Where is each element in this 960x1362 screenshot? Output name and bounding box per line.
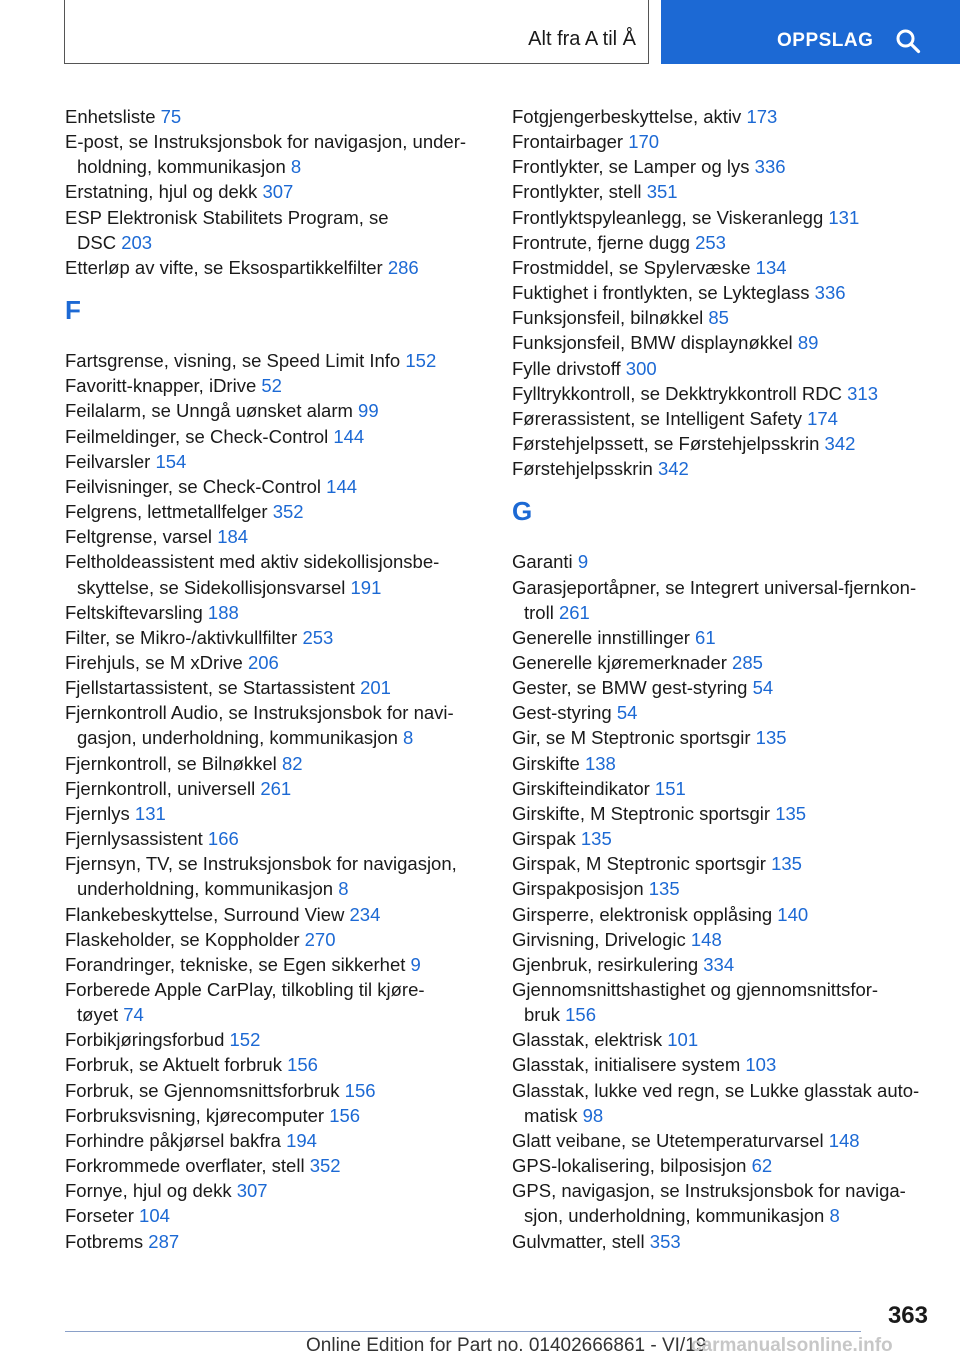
tab-a-to-z[interactable] — [64, 0, 649, 64]
entry-text: Firehjuls, se M xDrive — [65, 651, 243, 673]
entry-text: Forbruk, se Aktuelt forbruk — [65, 1054, 282, 1076]
index-entry — [65, 952, 485, 977]
index-entry — [512, 406, 932, 431]
index-entry — [65, 499, 485, 524]
entry-text: Generelle kjøremerknader — [512, 651, 727, 673]
page-link[interactable]: 352 — [309, 1155, 341, 1177]
entry-text: Fylltrykkontroll, se Dekktrykkontroll RDC — [512, 382, 842, 404]
page-link[interactable]: 336 — [814, 282, 846, 304]
entry-text: Girspak, M Steptronic sportsgir — [512, 853, 766, 875]
index-entry — [512, 305, 932, 330]
footer-divider — [65, 1331, 861, 1332]
entry-text: Gjenbruk, resirkulering — [512, 953, 699, 975]
index-entry — [512, 280, 932, 305]
index-entry — [512, 1128, 932, 1153]
page-link[interactable]: 286 — [387, 256, 419, 278]
index-entry — [512, 952, 932, 977]
index-entry — [65, 801, 485, 826]
page-link[interactable]: 253 — [695, 231, 726, 253]
entry-text: Forberede Apple CarPlay, tilkobling til kjøre- — [65, 979, 425, 1000]
page-link[interactable]: 85 — [708, 307, 729, 329]
entry-text: Erstatning, hjul og dekk — [65, 181, 258, 203]
page-link[interactable]: 61 — [695, 626, 716, 648]
index-entry — [512, 104, 932, 129]
page-link[interactable]: 351 — [646, 181, 678, 203]
entry-text: Forbikjøringsforbud — [65, 1029, 225, 1051]
entry-text: GPS, navigasjon, se Instruksjonsbok for naviga- — [512, 1180, 906, 1202]
page-link[interactable]: 194 — [286, 1129, 317, 1151]
entry-text: Feilmeldinger, se Check-Control — [65, 425, 329, 447]
entry-text: Forandringer, tekniske, se Egen sikkerhet — [65, 953, 406, 975]
entry-text: Fjernkontroll, universell — [65, 777, 256, 799]
entry-text: Feltholdeassistent med aktiv sidekollisjonsbe- — [65, 551, 440, 573]
entry-text: Frontlyktspyleanlegg, se Viskeranlegg — [512, 206, 824, 228]
index-entry — [65, 600, 485, 625]
entry-text: Frontlykter, stell — [512, 181, 642, 203]
entry-text: Feltskiftevarsling — [65, 601, 203, 623]
index-entry — [65, 474, 485, 499]
index-entry — [65, 902, 485, 927]
page-link[interactable]: 287 — [148, 1230, 180, 1252]
entry-text: Gir, se M Steptronic sportsgir — [512, 727, 751, 749]
entry-text: Førstehjelpsskrin — [512, 458, 653, 480]
entry-text: Forseter — [65, 1205, 134, 1227]
entry-text: Gjennomsnittshastighet og gjennomsnittsfor- — [512, 979, 879, 1000]
page-link[interactable]: 152 — [405, 350, 437, 372]
search-tab[interactable] — [661, 0, 960, 64]
page-link[interactable]: 307 — [262, 181, 294, 203]
entry-text: Favoritt-knapper, iDrive — [65, 375, 257, 397]
entry-text-continued: sjon, underholdning, kommunikasjon — [524, 1205, 825, 1227]
entry-text: Feilalarm, se Unngå uønsket alarm — [65, 400, 353, 422]
entry-text: ESP Elektronisk Stabilitets Program, se — [65, 206, 389, 228]
page-link[interactable]: 285 — [732, 651, 763, 673]
entry-text: Girsperre, elektronisk opplåsing — [512, 903, 773, 925]
index-entry — [512, 205, 932, 230]
entry-text: Flankebeskyttelse, Surround View — [65, 903, 345, 925]
page-link[interactable]: 166 — [207, 828, 239, 850]
page-link[interactable]: 148 — [690, 928, 722, 950]
index-entry — [512, 230, 932, 255]
entry-text-continued: underholdning, kommunikasjon — [77, 878, 334, 900]
page-link[interactable]: 342 — [824, 433, 856, 455]
index-entry — [512, 902, 932, 927]
index-entry — [65, 255, 485, 280]
page-link[interactable]: 300 — [625, 357, 657, 379]
entry-text: Flaskeholder, se Koppholder — [65, 928, 300, 950]
page-link[interactable]: 8 — [829, 1205, 840, 1227]
entry-text: Garanti — [512, 551, 573, 573]
page-link[interactable]: 203 — [121, 231, 153, 253]
index-entry — [65, 205, 485, 255]
entry-text: Feilvisninger, se Check-Control — [65, 475, 322, 497]
index-entry — [512, 154, 932, 179]
page-link[interactable]: 131 — [828, 206, 860, 228]
page-link[interactable]: 334 — [703, 953, 735, 975]
index-entry — [512, 977, 932, 1027]
entry-text-continued: matisk — [524, 1104, 578, 1126]
index-entry — [512, 1178, 932, 1228]
index-entry — [512, 801, 932, 826]
entry-text: Girspak — [512, 828, 576, 850]
page-link[interactable]: 104 — [139, 1205, 170, 1227]
page-link[interactable]: 156 — [329, 1104, 361, 1126]
entry-text: Glasstak, lukke ved regn, se Lukke glasstak auto- — [512, 1079, 920, 1101]
index-entry — [65, 927, 485, 952]
section-letter: G — [512, 496, 533, 527]
page-link[interactable]: 184 — [217, 526, 249, 548]
entry-text: Generelle innstillinger — [512, 626, 690, 648]
index-entry — [65, 524, 485, 549]
entry-text-continued: DSC — [77, 231, 117, 253]
entry-text: Garasjeportåpner, se Integrert universal-fjernkon- — [512, 576, 917, 598]
entry-text: Gester, se BMW gest-styring — [512, 677, 748, 699]
page-link[interactable]: 62 — [751, 1155, 773, 1177]
page-link[interactable]: 154 — [155, 450, 187, 472]
page-link[interactable]: 174 — [807, 407, 838, 429]
page-link[interactable]: 148 — [828, 1129, 860, 1151]
index-entry — [512, 625, 932, 650]
page-link[interactable]: 144 — [326, 475, 358, 497]
index-column-right — [512, 104, 932, 1254]
entry-text: E-post, se Instruksjonsbok for navigasjon, under- — [65, 131, 467, 153]
index-entry — [512, 1153, 932, 1178]
index-entry — [65, 650, 485, 675]
page-link[interactable]: 156 — [565, 1004, 597, 1026]
index-entry — [65, 1128, 485, 1153]
entry-text: Fornye, hjul og dekk — [65, 1180, 232, 1202]
index-entry — [65, 851, 485, 901]
edition-footer: Online Edition for Part no. 01402666861 - VI/19 — [306, 1335, 707, 1356]
index-entry — [65, 449, 485, 474]
entry-text: Forhindre påkjørsel bakfra — [65, 1129, 281, 1151]
index-entry — [512, 751, 932, 776]
section-letter: F — [65, 295, 81, 326]
index-entry — [512, 851, 932, 876]
index-entry — [512, 876, 932, 901]
page-link[interactable]: 134 — [755, 256, 787, 278]
index-entry — [512, 675, 932, 700]
index-entry — [512, 456, 932, 481]
index-entry — [65, 977, 485, 1027]
entry-text: Fjernsyn, TV, se Instruksjonsbok for navigasjon, — [65, 853, 457, 875]
page-link[interactable]: 201 — [360, 677, 391, 699]
page-link[interactable]: 261 — [558, 601, 590, 623]
index-entry — [65, 179, 485, 204]
entry-text: Frontairbager — [512, 131, 624, 153]
index-entry — [512, 431, 932, 456]
page-link[interactable]: 98 — [582, 1104, 604, 1126]
entry-text: Fartsgrense, visning, se Speed Limit Info — [65, 350, 401, 372]
index-entry — [65, 675, 485, 700]
index-entry — [512, 650, 932, 675]
page-link[interactable]: 152 — [229, 1029, 261, 1051]
entry-text: GPS-lokalisering, bilposisjon — [512, 1155, 747, 1177]
index-entry — [512, 255, 932, 280]
index-entry — [65, 776, 485, 801]
index-entry — [65, 1153, 485, 1178]
entry-text: Glasstak, initialisere system — [512, 1054, 741, 1076]
tab-a-to-z-label: Alt fra A til Å — [528, 28, 636, 50]
entry-text: Frontrute, fjerne dugg — [512, 231, 690, 253]
entry-text: Etterløp av vifte, se Eksospartikkelfilter — [65, 256, 383, 278]
entry-text: Feltgrense, varsel — [65, 526, 213, 548]
index-entry — [512, 776, 932, 801]
page-link[interactable]: 9 — [577, 551, 589, 573]
index-entry — [65, 549, 485, 599]
page-link[interactable]: 8 — [338, 878, 349, 900]
entry-text-continued: tøyet — [77, 1004, 119, 1026]
page-link[interactable]: 188 — [207, 601, 239, 623]
index-entry — [512, 356, 932, 381]
entry-text: Girskifte, M Steptronic sportsgir — [512, 802, 771, 824]
index-entry — [65, 826, 485, 851]
index-entry — [65, 348, 485, 373]
page-link[interactable]: 103 — [745, 1054, 777, 1076]
entry-text: Fjellstartassistent, se Startassistent — [65, 677, 355, 699]
page-link[interactable]: 138 — [584, 752, 616, 774]
entry-text: Fjernlys — [65, 802, 130, 824]
entry-text: Forbruk, se Gjennomsnittsforbruk — [65, 1079, 340, 1101]
page-link[interactable]: 135 — [775, 802, 807, 824]
index-entry — [65, 1078, 485, 1103]
index-entry — [512, 549, 932, 574]
page-link[interactable]: 54 — [752, 677, 774, 699]
index-entry — [512, 1052, 932, 1077]
entry-text: Førerassistent, se Intelligent Safety — [512, 407, 802, 429]
page-link[interactable]: 82 — [281, 752, 303, 774]
index-entry — [65, 1203, 485, 1228]
entry-text: Gest-styring — [512, 702, 612, 724]
page-link[interactable]: 170 — [628, 131, 660, 153]
page-link[interactable]: 54 — [616, 702, 638, 724]
page-link[interactable]: 144 — [333, 425, 365, 447]
entry-text: Forkrommede overflater, stell — [65, 1155, 305, 1177]
watermark: carmanualsonline.info — [691, 1335, 893, 1356]
page-link[interactable]: 74 — [123, 1004, 144, 1026]
index-entry — [65, 1178, 485, 1203]
entry-text: Gulvmatter, stell — [512, 1230, 645, 1252]
entry-text: Filter, se Mikro-/aktivkullfilter — [65, 626, 298, 648]
index-entry — [512, 381, 932, 406]
index-entry — [512, 826, 932, 851]
page-link[interactable]: 261 — [260, 777, 292, 799]
page-link[interactable]: 135 — [755, 727, 787, 749]
index-entry — [65, 1052, 485, 1077]
index-entry — [65, 625, 485, 650]
page-link[interactable]: 156 — [344, 1079, 376, 1101]
search-tab-label: OPPSLAG — [777, 30, 874, 51]
page-link[interactable]: 8 — [290, 156, 302, 178]
entry-text-continued: skyttelse, se Sidekollisjonsvarsel — [77, 576, 346, 598]
page-number: 363 — [887, 1302, 928, 1329]
page-link[interactable]: 156 — [287, 1054, 318, 1076]
index-entry — [65, 398, 485, 423]
index-entry — [512, 725, 932, 750]
entry-text: Funksjonsfeil, BMW displaynøkkel — [512, 332, 793, 354]
page-link[interactable]: 151 — [654, 777, 686, 799]
page-link[interactable]: 131 — [134, 802, 166, 824]
index-entry — [512, 1078, 932, 1128]
search-icon — [895, 28, 921, 54]
entry-text: Fjernlysassistent — [65, 828, 203, 850]
index-entry — [512, 1027, 932, 1052]
page-link[interactable]: 313 — [847, 382, 878, 404]
page-link[interactable]: 173 — [746, 106, 778, 127]
entry-text: Enhetsliste — [65, 106, 156, 127]
entry-text-continued: bruk — [524, 1004, 560, 1026]
entry-text: Frontlykter, se Lamper og lys — [512, 156, 750, 178]
page-link[interactable]: 135 — [771, 853, 802, 875]
index-entry — [65, 1027, 485, 1052]
page-link[interactable]: 191 — [350, 576, 382, 598]
entry-text-continued: holdning, kommunikasjon — [77, 156, 286, 178]
entry-text: Felgrens, lettmetallfelger — [65, 501, 268, 523]
index-column-left — [65, 104, 485, 1254]
entry-text: Funksjonsfeil, bilnøkkel — [512, 307, 704, 329]
index-entry — [65, 424, 485, 449]
entry-text: Glasstak, elektrisk — [512, 1029, 663, 1051]
index-entry — [512, 129, 932, 154]
index-entry — [65, 373, 485, 398]
page-link[interactable]: 352 — [272, 501, 304, 523]
entry-text: Fotgjengerbeskyttelse, aktiv — [512, 106, 742, 127]
entry-text: Girvisning, Drivelogic — [512, 928, 686, 950]
entry-text: Feilvarsler — [65, 450, 151, 472]
index-entry — [512, 179, 932, 204]
index-entry — [65, 1229, 485, 1254]
entry-text: Frostmiddel, se Spylervæske — [512, 256, 751, 278]
entry-text-continued: troll — [524, 601, 554, 623]
entry-text: Fylle drivstoff — [512, 357, 621, 379]
index-entry — [65, 129, 485, 179]
page-link[interactable]: 307 — [236, 1180, 268, 1202]
page-link[interactable]: 253 — [302, 626, 334, 648]
page-link[interactable]: 336 — [754, 156, 786, 178]
page-link[interactable]: 89 — [797, 332, 819, 354]
entry-text: Girskifteindikator — [512, 777, 650, 799]
entry-text: Fjernkontroll, se Bilnøkkel — [65, 752, 277, 774]
entry-text: Fotbrems — [65, 1230, 144, 1252]
page-link[interactable]: 9 — [410, 953, 421, 975]
index-entry — [65, 1103, 485, 1128]
index-entry — [65, 751, 485, 776]
entry-text: Glatt veibane, se Utetemperaturvarsel — [512, 1129, 824, 1151]
entry-text-continued: gasjon, underholdning, kommunikasjon — [77, 727, 398, 749]
page-link[interactable]: 8 — [403, 727, 414, 749]
page-link[interactable]: 206 — [247, 651, 279, 673]
entry-text: Førstehjelpssett, se Førstehjelpsskrin — [512, 433, 820, 455]
entry-text: Forbruksvisning, kjørecomputer — [65, 1104, 325, 1126]
index-entry — [512, 700, 932, 725]
page-link[interactable]: 353 — [649, 1230, 681, 1252]
entry-text: Fjernkontroll Audio, se Instruksjonsbok for navi- — [65, 702, 454, 724]
page-link[interactable]: 234 — [349, 903, 381, 925]
index-entry — [512, 575, 932, 625]
page-link[interactable]: 101 — [667, 1029, 699, 1051]
page-link[interactable]: 135 — [580, 828, 612, 850]
page-link[interactable]: 140 — [777, 903, 809, 925]
index-entry — [512, 330, 932, 355]
page-link[interactable]: 75 — [160, 106, 182, 127]
page-link[interactable]: 52 — [261, 375, 282, 397]
top-navigation — [0, 0, 960, 66]
entry-text: Fuktighet i frontlykten, se Lykteglass — [512, 282, 810, 304]
page-link[interactable]: 270 — [304, 928, 336, 950]
entry-text: Girspakposisjon — [512, 878, 644, 900]
page-link[interactable]: 135 — [648, 878, 680, 900]
index-entry — [65, 104, 485, 129]
index-entry — [65, 700, 485, 750]
entry-text: Girskifte — [512, 752, 580, 774]
page-link[interactable]: 342 — [657, 458, 689, 480]
index-entry — [512, 1229, 932, 1254]
index-entry — [512, 927, 932, 952]
page-link[interactable]: 99 — [358, 400, 379, 422]
